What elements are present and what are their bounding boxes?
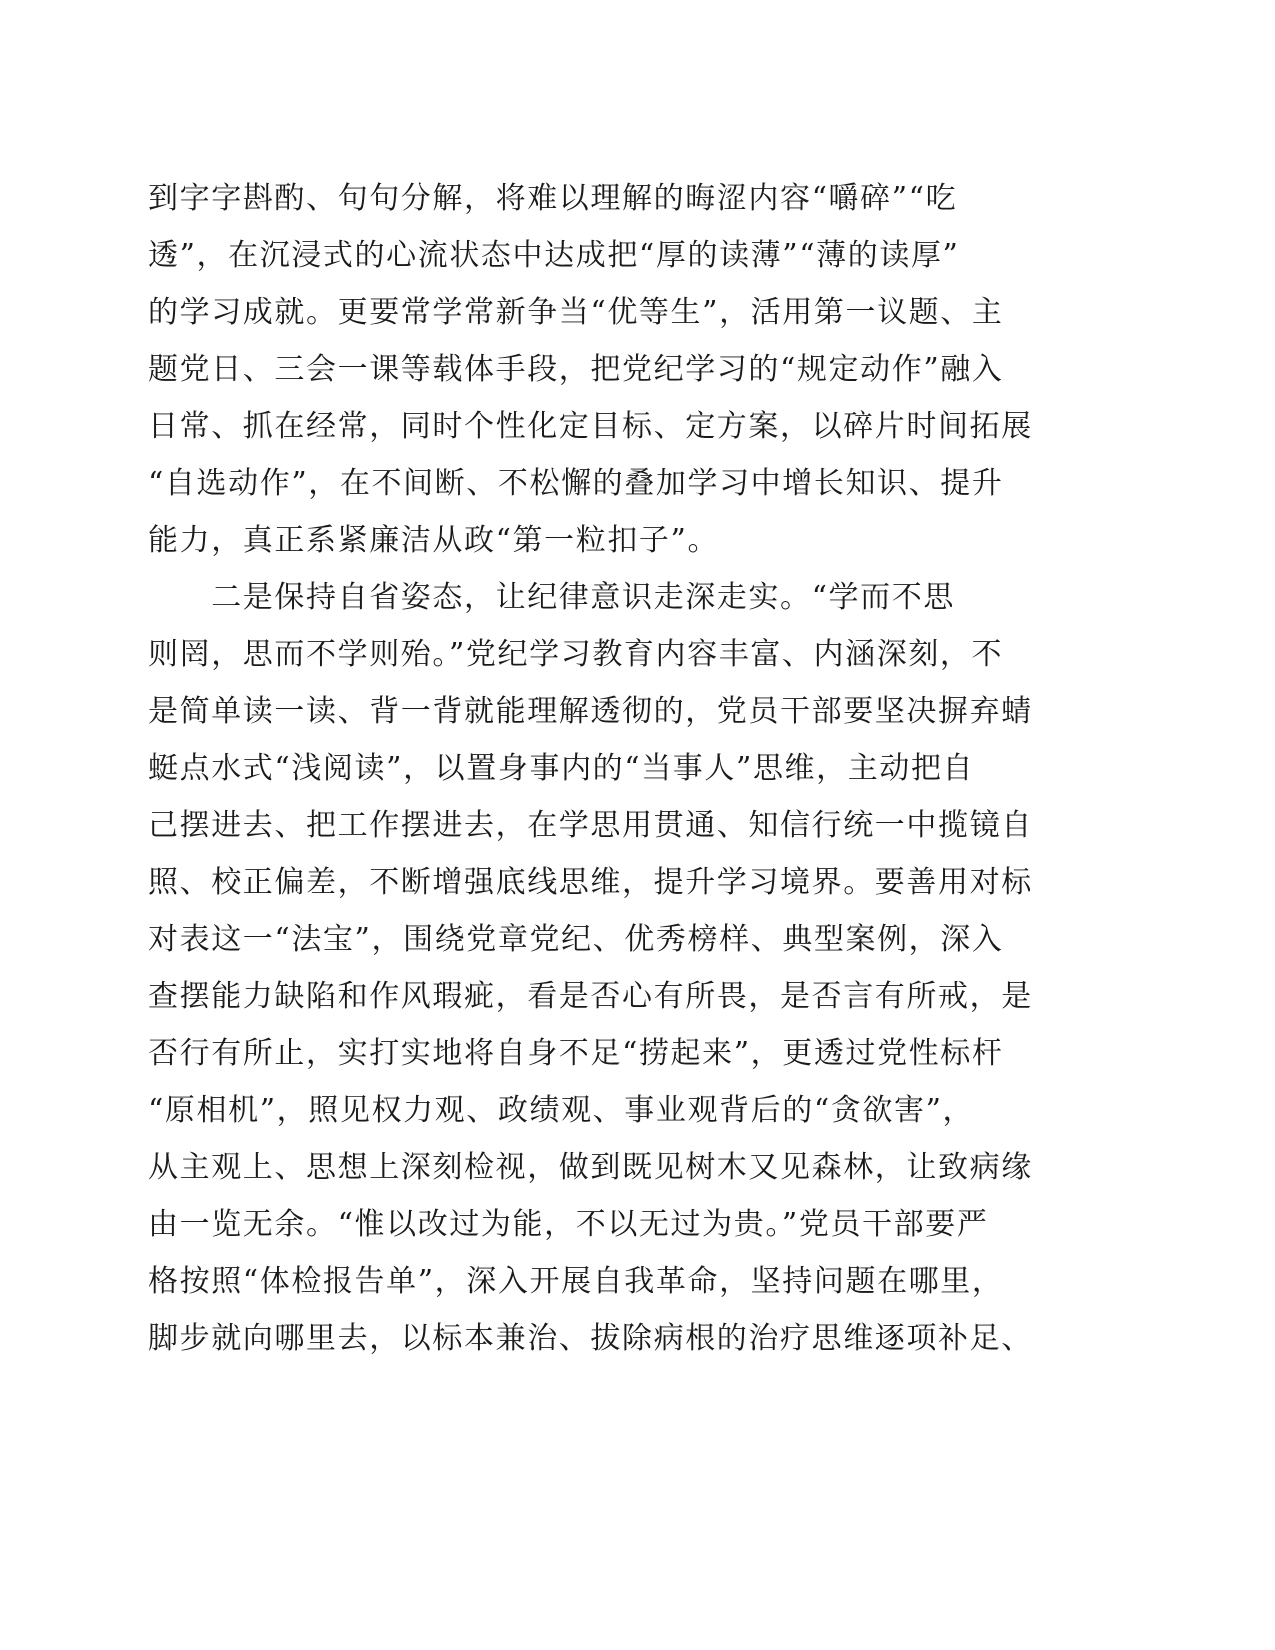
text-line: 脚步就向哪里去，以标本兼治、拔除病根的治疗思维逐项补足、 <box>148 1321 1033 1356</box>
text-line: 查摆能力缺陷和作风瑕疵，看是否心有所畏，是否言有所戒，是 <box>148 979 1033 1014</box>
text-line: 否行有所止，实打实地将自身不足“捞起来”，更透过党性标杆 <box>148 1036 1004 1071</box>
text-line: 到字字斟酌、句句分解，将难以理解的晦涩内容“嚼碎”“吃 <box>148 181 958 216</box>
text-line: 对表这一“法宝”，围绕党章党纪、优秀榜样、典型案例，深入 <box>148 922 1004 957</box>
text-line: 的学习成就。更要常学常新争当“优等生”，活用第一议题、主 <box>148 295 1004 330</box>
body-text <box>148 170 1108 1367</box>
text-line: 题党日、三会一课等载体手段，把党纪学习的“规定动作”融入 <box>148 352 1004 387</box>
text-line: “自选动作”，在不间断、不松懈的叠加学习中增长知识、提升 <box>148 466 1004 501</box>
text-line: 则罔，思而不学则殆。”党纪学习教育内容丰富、内涵深刻，不 <box>148 637 1004 672</box>
text-line: 日常、抓在经常，同时个性化定目标、定方案，以碎片时间拓展 <box>148 409 1033 444</box>
text-line: 透”，在沉浸式的心流状态中达成把“厚的读薄”“薄的读厚” <box>148 238 960 273</box>
text-line: 格按照“体检报告单”，深入开展自我革命，坚持问题在哪里， <box>148 1264 1004 1299</box>
text-line: “原相机”，照见权力观、政绩观、事业观背后的“贪欲害”， <box>148 1093 975 1128</box>
text-line: 能力，真正系紧廉洁从政“第一粒扣子”。 <box>148 523 720 558</box>
text-line: 照、校正偏差，不断增强底线思维，提升学习境界。要善用对标 <box>148 865 1033 900</box>
text-line: 蜓点水式“浅阅读”，以置身事内的“当事人”思维，主动把自 <box>148 751 975 786</box>
text-line: 从主观上、思想上深刻检视，做到既见树木又见森林，让致病缘 <box>148 1150 1033 1185</box>
paragraph-heading-line: 二是保持自省姿态，让纪律意识走深走实。“学而不思 <box>148 580 955 615</box>
text-line: 己摆进去、把工作摆进去，在学思用贯通、知信行统一中揽镜自 <box>148 808 1033 843</box>
text-line: 是简单读一读、背一背就能理解透彻的，党员干部要坚决摒弃蜻 <box>148 694 1033 729</box>
text-line: 由一览无余。“惟以改过为能，不以无过为贵。”党员干部要严 <box>148 1207 989 1242</box>
